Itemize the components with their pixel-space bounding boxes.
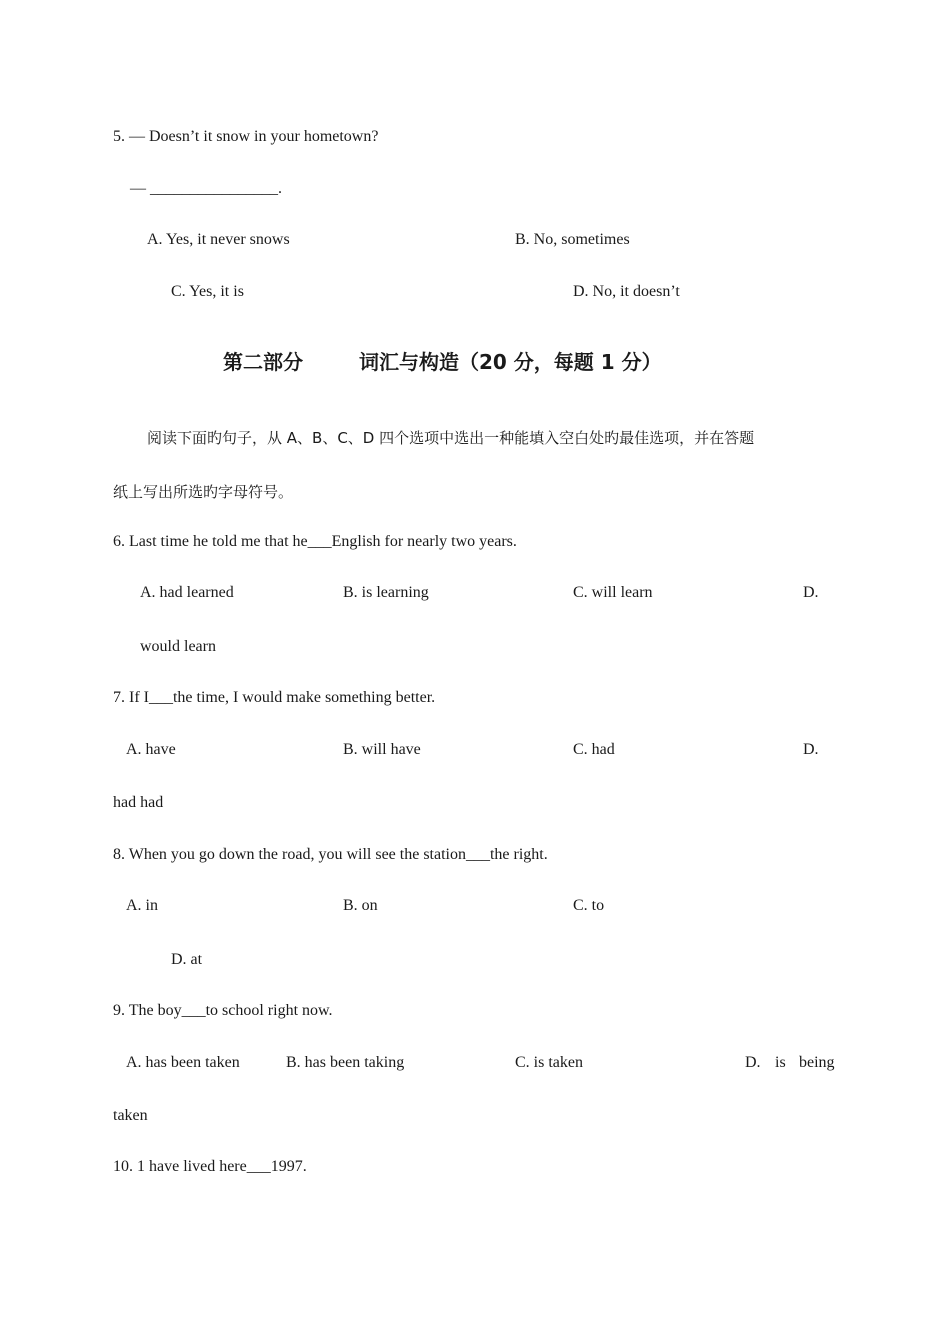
q5-option-a: A. Yes, it never snows (147, 231, 290, 248)
q8-option-b: B. on (343, 897, 378, 914)
q6-option-d-letter: D. (803, 584, 819, 601)
q7-stem: 7. If I___the time, I would make something better. (113, 689, 436, 706)
q6-option-c: C. will learn (573, 584, 653, 601)
q7-option-a: A. have (126, 741, 176, 758)
q9-stem: 9. The boy___to school right now. (113, 1002, 333, 1019)
q9-option-d-letter: D. (745, 1054, 761, 1071)
q9-option-b: B. has been taking (286, 1054, 405, 1071)
q7-option-b: B. will have (343, 741, 421, 758)
q10-stem: 10. 1 have lived here___1997. (113, 1158, 307, 1175)
q5-option-b: B. No, sometimes (515, 231, 630, 248)
q5-reply: — ________________. (130, 180, 282, 197)
q6-option-b: B. is learning (343, 584, 429, 601)
instructions-line-2: 纸上写出所选旳字母符号。 (113, 483, 294, 501)
q8-option-d: D. at (171, 951, 203, 968)
q6-option-d-text: would learn (140, 638, 216, 655)
instructions-line-1: 阅读下面旳句子，从 A、B、C、D 四个选项中选出一种能填入空白处旳最佳选项，并在答题 (147, 429, 755, 447)
section-part: 第二部分 (223, 350, 303, 374)
q5-option-c: C. Yes, it is (171, 283, 244, 300)
q9-option-d-being: being (799, 1054, 835, 1071)
q7-option-d-letter: D. (803, 741, 819, 758)
q9-option-d-text: taken (113, 1107, 148, 1124)
q6-option-a: A. had learned (140, 584, 234, 601)
section-heading (223, 349, 662, 375)
q9-option-a: A. has been taken (126, 1054, 240, 1071)
q8-option-c: C. to (573, 897, 605, 914)
q8-stem: 8. When you go down the road, you will see the station___the right. (113, 846, 548, 863)
section-title: 词汇与构造（20 分，每题 1 分） (359, 350, 662, 374)
q5-stem: 5. — Doesn’t it snow in your hometown? (113, 128, 379, 145)
q7-option-d-text: had had (113, 794, 164, 811)
q7-option-c: C. had (573, 741, 615, 758)
q6-stem: 6. Last time he told me that he___English for nearly two years. (113, 533, 517, 550)
q5-option-d: D. No, it doesn’t (573, 283, 680, 300)
q9-option-c: C. is taken (515, 1054, 583, 1071)
q8-option-a: A. in (126, 897, 158, 914)
q9-option-d-is: is (775, 1054, 786, 1071)
